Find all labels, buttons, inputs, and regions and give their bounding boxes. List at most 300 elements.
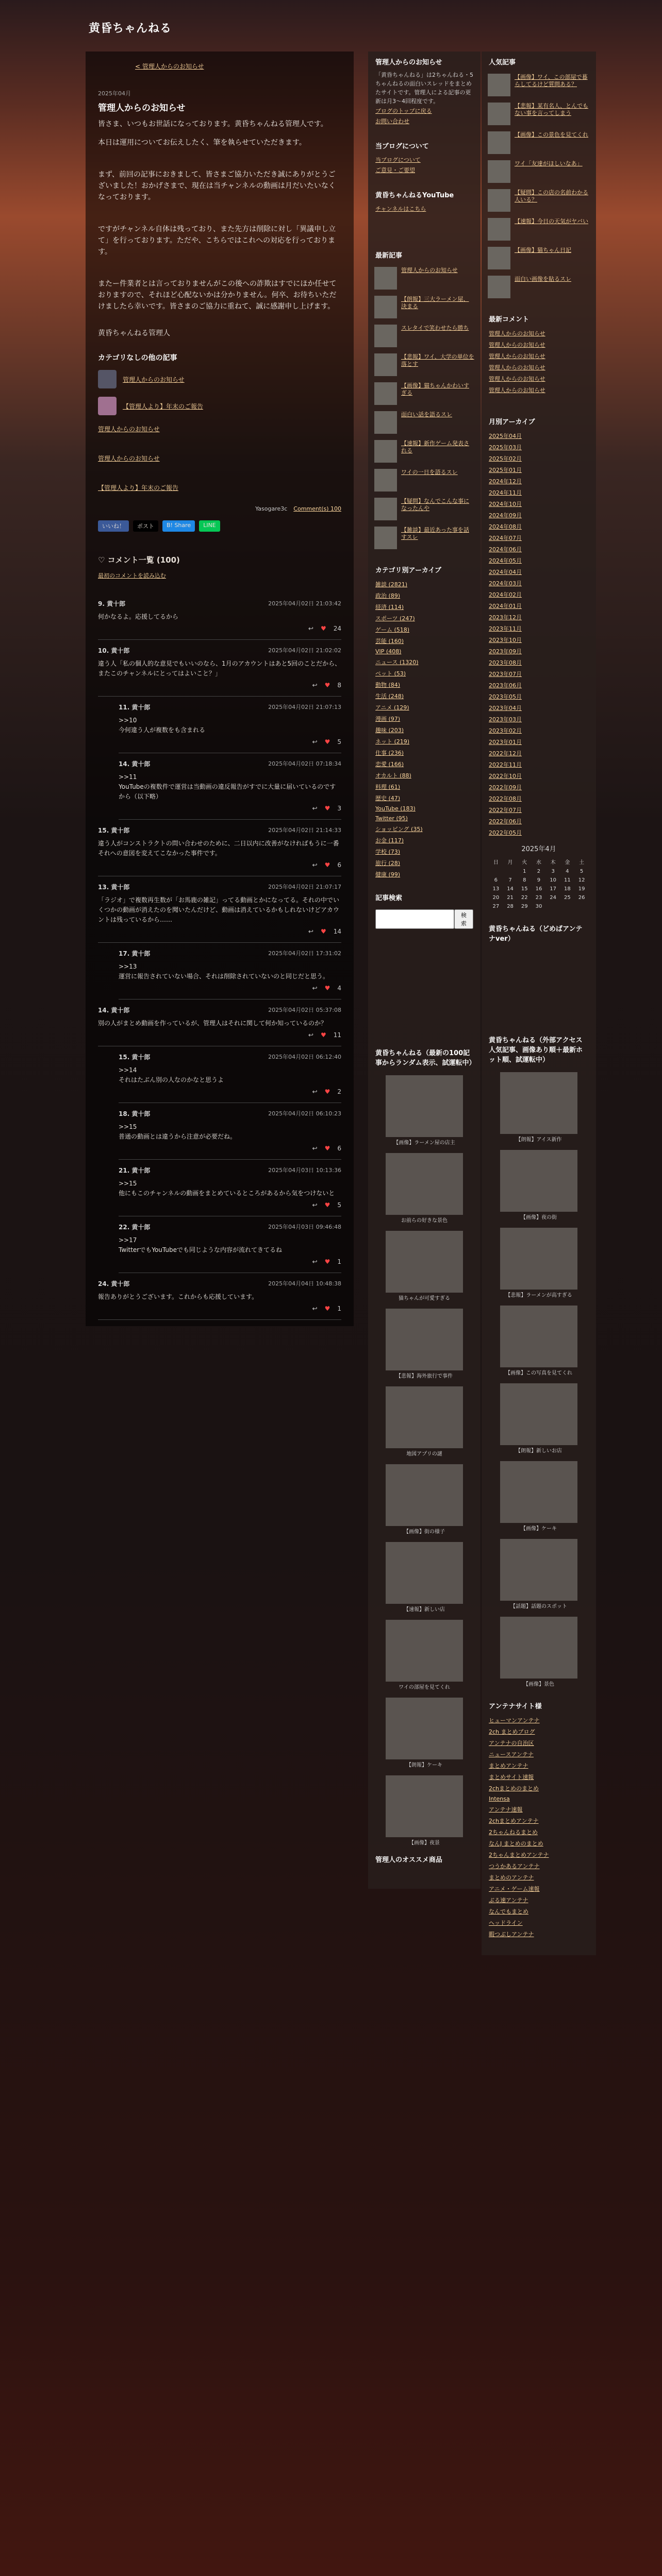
ranking-image[interactable] — [386, 1309, 463, 1370]
reply-icon[interactable]: ↩ — [312, 682, 318, 689]
archive-link[interactable]: お金 (117) — [375, 837, 404, 844]
ranking-caption[interactable]: 【画像】街の様子 — [404, 1529, 445, 1535]
line-button[interactable]: LINE — [199, 520, 220, 532]
calendar-day[interactable]: 25 — [564, 895, 571, 901]
comment-actions — [98, 1305, 341, 1312]
ranking-caption[interactable]: 【画像】夜の街 — [521, 1215, 557, 1221]
archive-link[interactable]: ヒューマンアンテナ — [489, 1717, 540, 1724]
heart-icon[interactable]: ♥ — [324, 1258, 330, 1265]
archive-link[interactable]: 料理 (61) — [375, 784, 401, 790]
calendar-day[interactable]: 5 — [580, 869, 584, 874]
article-item[interactable] — [482, 99, 596, 128]
article-title[interactable]: 【画像】この景色を見てくれ — [515, 131, 588, 138]
archive-link[interactable]: まとめのアンテナ — [489, 1874, 534, 1881]
archive-link[interactable]: 2024年10月 — [489, 501, 522, 507]
archive-link[interactable]: ショッピング (35) — [375, 826, 423, 833]
contact-link[interactable]: お問い合わせ — [375, 118, 409, 125]
archive-link[interactable]: アンテナ速報 — [489, 1806, 523, 1813]
archive-link[interactable]: 管理人からのお知らせ — [489, 353, 545, 360]
reply-icon[interactable]: ↩ — [308, 928, 313, 935]
ranking-caption[interactable]: 【画像】夜景 — [409, 1840, 440, 1846]
archive-link[interactable]: 旅行 (28) — [375, 860, 401, 867]
archive-link[interactable]: 2023年05月 — [489, 693, 522, 700]
reply-icon[interactable]: ↩ — [312, 985, 318, 992]
ranking-image[interactable] — [500, 1617, 577, 1679]
heart-icon[interactable]: ♥ — [324, 861, 330, 869]
archive-link[interactable]: ニュース (1320) — [375, 659, 419, 666]
comment-name[interactable]: 15. 黄十郎 — [98, 827, 130, 834]
calendar-day[interactable] — [574, 902, 589, 911]
reply-icon[interactable]: ↩ — [312, 861, 318, 869]
article-item[interactable] — [368, 523, 481, 552]
comment-header — [98, 1279, 341, 1288]
article-item[interactable] — [482, 273, 596, 301]
comment-date: 2025年04月03日 10:13:36 — [268, 1167, 341, 1174]
comment-name[interactable]: 13. 黄十郎 — [98, 884, 130, 891]
comment-name[interactable]: 14. 黄十郎 — [119, 760, 151, 768]
article-title[interactable]: 【画像】猫ちゃん日記 — [515, 247, 571, 253]
archive-link[interactable]: 2024年07月 — [489, 535, 522, 541]
article-item[interactable] — [368, 350, 481, 379]
archive-link[interactable]: 2023年02月 — [489, 727, 522, 734]
archive-link[interactable]: まとめアンテナ — [489, 1762, 528, 1769]
article-item[interactable] — [482, 244, 596, 273]
calendar-title: 2025年4月 — [521, 845, 556, 853]
archive-link[interactable]: 雑談 (2821) — [375, 581, 408, 588]
related-text-link[interactable]: 【管理人より】年末のご報告 — [98, 484, 179, 492]
archive-link[interactable]: ネット (219) — [375, 738, 410, 745]
good-count: 5 — [337, 738, 341, 745]
article-title[interactable]: 面白い画像を貼るスレ — [515, 276, 571, 282]
article-title[interactable]: スレタイで笑わせたら勝ち — [401, 325, 469, 331]
comment-name[interactable]: 10. 黄十郎 — [98, 647, 130, 654]
archive-link[interactable]: 2022年06月 — [489, 818, 522, 825]
archive-link[interactable]: 2023年10月 — [489, 637, 522, 643]
comment-count-link[interactable]: Comment(s) 100 — [293, 505, 341, 512]
heart-icon[interactable]: ♥ — [324, 1305, 330, 1312]
ranking-caption[interactable]: 【画像】ラーメン屋の店主 — [393, 1140, 455, 1146]
article-item[interactable] — [482, 157, 596, 186]
article-item[interactable] — [482, 186, 596, 215]
good-count: 6 — [337, 1145, 341, 1152]
monthly-list — [482, 430, 596, 838]
archive-link[interactable]: 趣味 (203) — [375, 727, 404, 734]
related-item[interactable] — [98, 370, 341, 388]
heart-icon[interactable]: ♥ — [324, 682, 330, 689]
archive-link[interactable]: 政治 (89) — [375, 592, 401, 599]
calendar-day[interactable]: 23 — [535, 895, 542, 901]
archive-link[interactable]: 管理人からのお知らせ — [489, 364, 545, 371]
ranking-image[interactable] — [386, 1231, 463, 1293]
archive-link[interactable]: Twitter (95) — [375, 815, 408, 822]
ranking-caption[interactable]: 【話題】話題のスポット — [510, 1604, 567, 1609]
archive-link[interactable]: 2024年11月 — [489, 489, 522, 496]
calendar-day[interactable] — [546, 902, 560, 911]
comment-header — [98, 599, 341, 608]
comment-date: 2025年04月02日 06:12:40 — [268, 1054, 341, 1060]
archive-link[interactable]: 漫画 (97) — [375, 716, 401, 722]
comment-header — [119, 1109, 341, 1118]
archive-link[interactable]: VIP (408) — [375, 648, 402, 655]
archive-link[interactable]: 管理人からのお知らせ — [489, 342, 545, 348]
archive-link[interactable]: 2023年07月 — [489, 671, 522, 677]
comment-header — [98, 883, 341, 891]
archive-link[interactable]: 2022年12月 — [489, 750, 522, 757]
heart-icon[interactable]: ♥ — [324, 1145, 330, 1152]
archive-link[interactable]: つうかあるアンテナ — [489, 1863, 540, 1870]
archive-link[interactable]: 生活 (248) — [375, 693, 404, 700]
archive-link[interactable]: YouTube (183) — [375, 805, 416, 812]
archive-link[interactable]: 2chまとめのまとめ — [489, 1785, 539, 1792]
calendar-day[interactable]: 21 — [507, 895, 514, 901]
archive-link[interactable]: 2023年08月 — [489, 659, 522, 666]
ranking-image[interactable] — [500, 1228, 577, 1290]
archive-link[interactable]: スポーツ (247) — [375, 615, 415, 622]
archive-link[interactable]: アンテナの自治区 — [489, 1740, 534, 1747]
page-wrapper — [80, 0, 596, 2576]
archive-link[interactable]: 2chまとめアンテナ — [489, 1818, 539, 1824]
calendar-day[interactable]: 27 — [492, 904, 500, 909]
comment-actions — [119, 1145, 341, 1152]
calendar-day[interactable]: 7 — [508, 877, 512, 883]
reply-icon[interactable]: ↩ — [312, 1305, 318, 1312]
article-item[interactable] — [368, 437, 481, 466]
archive-link[interactable]: 恋愛 (166) — [375, 761, 404, 768]
comment-name[interactable]: 17. 黄十郎 — [119, 950, 151, 957]
archive-link[interactable]: ぶる速アンテナ — [489, 1897, 528, 1904]
archive-link[interactable]: 2022年09月 — [489, 784, 522, 791]
archive-link[interactable]: 2023年04月 — [489, 705, 522, 711]
ranking-image[interactable] — [500, 1072, 577, 1134]
article-title[interactable]: 管理人からのお知らせ — [401, 267, 458, 274]
calendar-day[interactable]: 9 — [537, 877, 541, 883]
article-title[interactable]: 【画像】猫ちゃんかわいすぎる — [401, 382, 469, 396]
calendar-day[interactable]: 12 — [578, 877, 585, 883]
ranking-caption[interactable]: 【画像】この写真を見てくれ — [505, 1370, 572, 1376]
archive-link[interactable]: ヘッドライン — [489, 1920, 523, 1926]
archive-link[interactable]: 2025年03月 — [489, 444, 522, 451]
heart-icon[interactable]: ♥ — [324, 805, 330, 812]
archive-link[interactable]: 2023年06月 — [489, 682, 522, 689]
reply-icon[interactable]: ↩ — [308, 625, 313, 632]
article-item[interactable] — [368, 379, 481, 408]
article-item[interactable] — [368, 321, 481, 350]
archive-link[interactable]: 2023年12月 — [489, 614, 522, 621]
ranking-image[interactable] — [386, 1620, 463, 1682]
calendar-day[interactable]: 13 — [492, 886, 500, 892]
archive-link[interactable]: 2ちゃんねるまとめ — [489, 1829, 538, 1836]
ranking-caption[interactable]: 【朗報】アイス新作 — [516, 1137, 562, 1143]
post-button[interactable]: ポスト — [133, 520, 158, 532]
article-thumbnail — [374, 498, 397, 520]
ranking-image[interactable] — [500, 1150, 577, 1212]
article-thumbnail — [488, 247, 510, 269]
archive-link[interactable]: 芸能 (160) — [375, 638, 404, 645]
archive-link[interactable]: ゲーム (518) — [375, 626, 410, 633]
about-heading: 当ブログについて — [375, 143, 429, 150]
calendar-day[interactable]: 1 — [523, 869, 526, 874]
comment-actions — [119, 1258, 341, 1265]
calendar-day[interactable]: 24 — [550, 895, 557, 901]
article-title[interactable]: 【雑談】最近あった事を話すスレ — [401, 527, 469, 540]
ranking-image[interactable] — [386, 1775, 463, 1837]
archive-link[interactable]: 2023年11月 — [489, 625, 522, 632]
ranking-caption[interactable]: ワイの部屋を見てくれ — [399, 1685, 450, 1690]
heart-icon[interactable]: ♥ — [324, 1201, 330, 1209]
article-item[interactable] — [368, 264, 481, 293]
ranking-image[interactable] — [500, 1461, 577, 1523]
comment-actions — [119, 1201, 341, 1209]
calendar-day[interactable]: 2 — [537, 869, 541, 874]
reply-icon[interactable]: ↩ — [312, 1258, 318, 1265]
ranking-image[interactable] — [386, 1464, 463, 1526]
calendar-day[interactable]: 30 — [535, 904, 542, 909]
good-count: 14 — [333, 928, 341, 935]
article-title[interactable]: 【速報】新作ゲーム発表される — [401, 440, 469, 454]
share-bar — [98, 520, 341, 532]
archive-link[interactable]: 2024年08月 — [489, 523, 522, 530]
ranking-caption[interactable]: 【速報】新しい店 — [404, 1607, 445, 1613]
calendar-day[interactable]: 10 — [550, 877, 557, 883]
heart-icon[interactable]: ♥ — [324, 738, 330, 745]
calendar-day[interactable]: 15 — [521, 886, 528, 892]
article-title[interactable]: ワイの一日を語るスレ — [401, 469, 458, 476]
good-count: 24 — [333, 625, 341, 632]
archive-link[interactable]: アニメ・ゲーム速報 — [489, 1886, 540, 1892]
comment-body: >>13 運営に報告されていない場合、それは削除されていないのと同じだと思う。 — [119, 963, 329, 980]
article-item[interactable] — [368, 466, 481, 495]
comment-name[interactable]: 9. 黄十郎 — [98, 600, 126, 607]
article-title[interactable]: 【疑問】なんでこんな事になったんや — [401, 498, 469, 512]
archive-link[interactable]: オカルト (88) — [375, 772, 411, 779]
reply-icon[interactable]: ↩ — [308, 1031, 313, 1039]
calendar-day[interactable] — [503, 867, 518, 876]
ranking-caption[interactable]: 【朗報】新しいお店 — [516, 1448, 562, 1454]
comment-name[interactable]: 22. 黄十郎 — [119, 1224, 151, 1231]
article-title[interactable]: 【朗報】三大ラーメン屋、決まる — [401, 296, 469, 310]
comment-name[interactable]: 24. 黄十郎 — [98, 1280, 130, 1287]
article-thumbnail — [488, 160, 510, 183]
archive-link[interactable]: アニメ (129) — [375, 704, 409, 711]
archive-link[interactable]: 2024年01月 — [489, 603, 522, 609]
article-title[interactable]: 面白い話を語るスレ — [401, 411, 452, 418]
reply-icon[interactable]: ↩ — [312, 738, 318, 745]
article-title[interactable]: 【悲報】ワイ、大学の単位を落とす — [401, 353, 474, 367]
comment-date: 2025年04月02日 21:14:33 — [268, 827, 341, 834]
archive-link[interactable]: 2025年04月 — [489, 433, 522, 439]
comment-body: >>11 YouTubeの複数件で運営は当動画の違反報告がすでに大量に届いているのですから（以下略） — [119, 773, 336, 800]
archive-link[interactable]: 2024年06月 — [489, 546, 522, 553]
archive-link[interactable]: 2023年01月 — [489, 739, 522, 745]
related-link[interactable]: 【管理人より】年末のご報告 — [123, 402, 204, 410]
comment-name[interactable]: 14. 黄十郎 — [98, 1007, 130, 1014]
archive-link[interactable]: 2024年03月 — [489, 580, 522, 587]
comment-name[interactable]: 15. 黄十郎 — [119, 1054, 151, 1061]
archive-link[interactable]: 学校 (73) — [375, 849, 401, 855]
heart-icon[interactable]: ♥ — [320, 625, 326, 632]
ranking-image[interactable] — [386, 1075, 463, 1137]
comment-item — [119, 697, 341, 753]
article-item[interactable] — [368, 293, 481, 321]
comment-name[interactable]: 18. 黄十郎 — [119, 1110, 151, 1117]
calendar-day[interactable]: 28 — [507, 904, 514, 909]
archive-link[interactable]: 管理人からのお知らせ — [489, 376, 545, 382]
article-title[interactable]: ワイ「友達がほしいなあ」 — [515, 160, 583, 167]
calendar-day[interactable]: 29 — [521, 904, 528, 909]
comment-name[interactable]: 21. 黄十郎 — [119, 1167, 151, 1174]
antenna-list-heading: アンテナサイト様 — [489, 1703, 542, 1710]
archive-link[interactable]: ニュースアンテナ — [489, 1751, 534, 1758]
calendar-day[interactable]: 16 — [535, 886, 542, 892]
breadcrumb[interactable]: < 管理人からのお知らせ — [135, 63, 204, 70]
comment-item — [119, 1103, 341, 1160]
calendar-day[interactable]: 4 — [566, 869, 569, 874]
ranking-caption[interactable]: 【画像】ケーキ — [521, 1526, 557, 1532]
bookmark-button[interactable]: B! Share — [162, 520, 195, 532]
calendar-day[interactable]: 3 — [551, 869, 555, 874]
about-link[interactable]: 当ブログについて — [375, 157, 421, 163]
article-item[interactable] — [368, 495, 481, 523]
archive-link[interactable]: 2024年09月 — [489, 512, 522, 519]
calendar-day[interactable] — [560, 902, 575, 911]
comment-body: 何かなるよ。応援してるから — [98, 613, 179, 620]
archive-link[interactable]: 管理人からのお知らせ — [489, 387, 545, 394]
ranking-image[interactable] — [386, 1542, 463, 1604]
reply-icon[interactable]: ↩ — [312, 1145, 318, 1152]
calendar-day[interactable] — [489, 867, 503, 876]
ranking-list — [482, 1072, 596, 1690]
ranking-image[interactable] — [386, 1153, 463, 1215]
ranking-image[interactable] — [386, 1698, 463, 1759]
search-button[interactable]: 検索 — [454, 909, 473, 929]
heart-icon[interactable]: ♥ — [320, 928, 326, 935]
article-title[interactable]: 【画像】ワイ、この部屋で暮らしてるけど質問ある？ — [515, 74, 588, 88]
calendar-day[interactable]: 11 — [564, 877, 571, 883]
ranking-caption[interactable]: 猫ちゃんが可愛すぎる — [399, 1296, 450, 1301]
calendar-day[interactable]: 18 — [564, 886, 571, 892]
archive-link[interactable]: まとめサイト速報 — [489, 1774, 534, 1781]
archive-link[interactable]: 2024年12月 — [489, 478, 522, 485]
article-title[interactable]: 【速報】今日の天気がヤバい — [515, 218, 588, 225]
comment-body: 違う人「私の個人的な意見でもいいのなら、1月のアカウントはあと5回のことだから、またこのチャンネルにとってはよいこと？」 — [98, 660, 341, 677]
calendar-day[interactable]: 19 — [578, 886, 585, 892]
good-count: 8 — [337, 682, 341, 689]
related-item[interactable] — [98, 397, 341, 415]
ranking-caption[interactable]: 【朗報】ケーキ — [406, 1762, 442, 1768]
like-button[interactable]: いいね！ — [98, 520, 129, 532]
comment-body: 別の人がまとめ動画を作っているが、管理人はそれに関して何か知っているのか？ — [98, 1020, 327, 1027]
archive-link[interactable]: 暇つぶしアンテナ — [489, 1931, 534, 1938]
archive-link[interactable]: ペット (53) — [375, 670, 406, 677]
comment-icon: ♡ — [98, 555, 108, 565]
calendar-day[interactable]: 6 — [494, 877, 498, 883]
article-item[interactable] — [368, 408, 481, 437]
comment-item — [119, 1160, 341, 1216]
calendar-day[interactable]: 26 — [578, 895, 585, 901]
article-item[interactable] — [482, 71, 596, 99]
ranking-caption[interactable]: お前らの好きな景色 — [401, 1218, 448, 1224]
comment-actions — [119, 738, 341, 745]
ranking-image[interactable] — [386, 1386, 463, 1448]
article-item[interactable] — [482, 128, 596, 157]
top-link[interactable]: ブログのトップに戻る — [375, 108, 432, 114]
archive-link[interactable]: 2023年03月 — [489, 716, 522, 723]
archive-link[interactable]: Intensa — [489, 1795, 510, 1802]
load-comments-link[interactable]: 最初のコメントを読み込む — [98, 572, 166, 579]
archive-link[interactable]: 管理人からのお知らせ — [489, 330, 545, 337]
heart-icon[interactable]: ♥ — [324, 985, 330, 992]
archive-link[interactable]: 経済 (114) — [375, 604, 404, 611]
reply-icon[interactable]: ↩ — [312, 1088, 318, 1095]
archive-link[interactable]: 仕事 (236) — [375, 750, 404, 756]
archive-link[interactable]: 2022年08月 — [489, 795, 522, 802]
archive-link[interactable]: 2022年05月 — [489, 829, 522, 836]
archive-link[interactable]: 2023年09月 — [489, 648, 522, 655]
good-count: 3 — [337, 805, 341, 812]
author-link[interactable]: Yasogare3c — [255, 505, 288, 512]
ranking-caption[interactable]: 【悲報】海外旅行で事件 — [396, 1374, 453, 1379]
archive-link[interactable]: 2ちゃんまとめアンテナ — [489, 1852, 549, 1858]
calendar-day[interactable]: 14 — [507, 886, 514, 892]
article-thumbnail — [488, 103, 510, 125]
article-item[interactable] — [482, 215, 596, 244]
youtube-link[interactable]: チャンネルはこちら — [375, 206, 426, 212]
archive-link[interactable]: 2025年01月 — [489, 467, 522, 473]
heart-icon[interactable]: ♥ — [324, 1088, 330, 1095]
comment-header — [119, 703, 341, 711]
archive-link[interactable]: 健康 (99) — [375, 871, 401, 878]
heart-icon[interactable]: ♥ — [320, 1031, 326, 1039]
ranking-caption[interactable]: 地図アプリの謎 — [406, 1451, 442, 1457]
ranking-image[interactable] — [500, 1383, 577, 1445]
calendar-day[interactable]: 8 — [523, 877, 526, 883]
ranking-caption[interactable]: 【画像】景色 — [523, 1682, 554, 1687]
archive-link[interactable]: なんJ まとめのまとめ — [489, 1840, 543, 1847]
article-title[interactable]: 【悲報】某有名人、とんでもない事を言ってしまう — [515, 103, 588, 116]
archive-link[interactable]: 歴史 (47) — [375, 795, 401, 802]
calendar-day[interactable]: 20 — [492, 895, 500, 901]
archive-link[interactable]: 2024年05月 — [489, 557, 522, 564]
related-text-link[interactable]: 管理人からのお知らせ — [98, 426, 160, 433]
calendar-day[interactable]: 22 — [521, 895, 528, 901]
feedback-link[interactable]: ご意見・ご要望 — [375, 167, 415, 174]
article-title[interactable]: 【疑問】この店の名前わかる人いる？ — [515, 189, 588, 203]
related-text-link[interactable]: 管理人からのお知らせ — [98, 455, 160, 462]
archive-link[interactable]: 2022年11月 — [489, 761, 522, 768]
archive-link[interactable]: 2025年02月 — [489, 455, 522, 462]
archive-link[interactable]: 2022年10月 — [489, 773, 522, 779]
archive-link[interactable]: 2ch まとめブログ — [489, 1728, 535, 1735]
ranking-image[interactable] — [500, 1539, 577, 1601]
search-input[interactable] — [375, 909, 454, 929]
related-link[interactable]: 管理人からのお知らせ — [123, 376, 185, 383]
ranking-image[interactable] — [500, 1306, 577, 1367]
reply-icon[interactable]: ↩ — [312, 1201, 318, 1209]
calendar-weekday: 水 — [536, 860, 541, 866]
good-count: 6 — [337, 861, 341, 869]
archive-link[interactable]: 動物 (84) — [375, 682, 401, 688]
archive-link[interactable]: 2024年02月 — [489, 591, 522, 598]
archive-link[interactable]: 2022年07月 — [489, 807, 522, 814]
article-thumbnail — [374, 382, 397, 405]
archive-link[interactable]: 2024年04月 — [489, 569, 522, 575]
archive-link[interactable]: なんでもまとめ — [489, 1908, 528, 1915]
comment-name[interactable]: 11. 黄十郎 — [119, 704, 151, 711]
site-title[interactable]: 黄昏ちゃんねる — [89, 22, 172, 35]
calendar-day[interactable]: 17 — [550, 886, 557, 892]
reply-icon[interactable]: ↩ — [312, 805, 318, 812]
ranking-caption[interactable]: 【悲報】ラーメンが高すぎる — [505, 1293, 572, 1298]
